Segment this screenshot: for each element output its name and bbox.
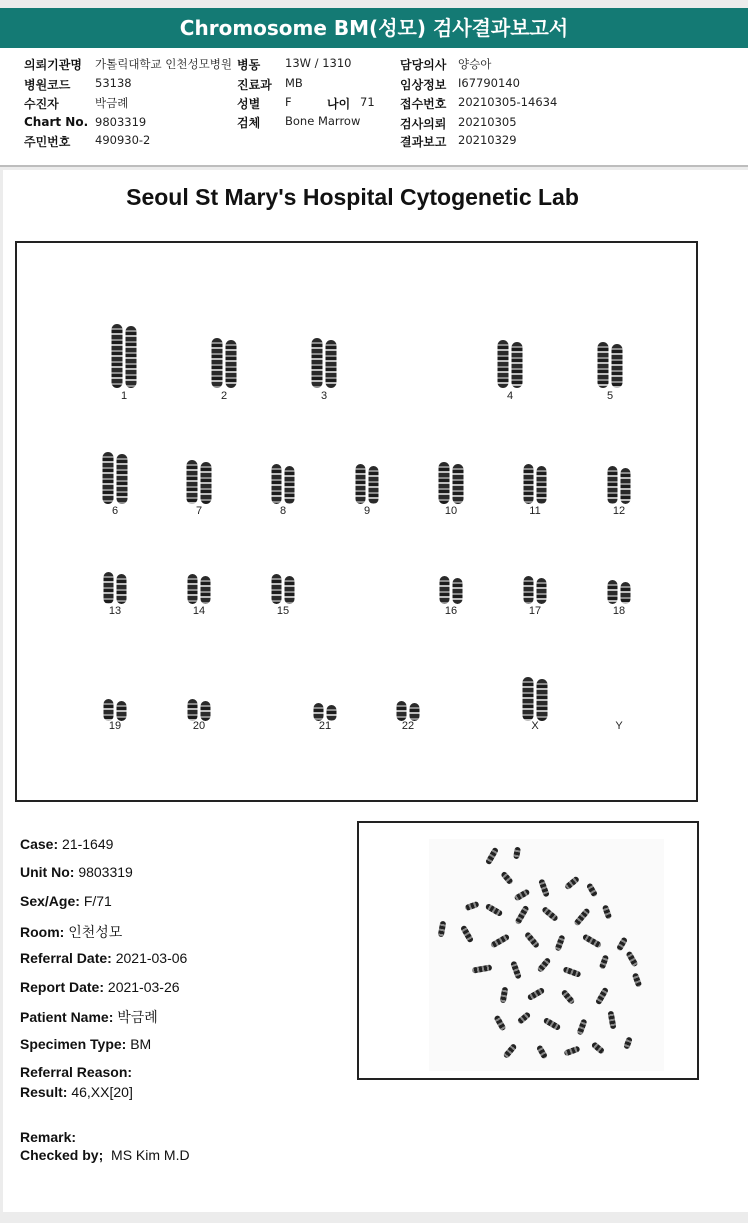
top-strip xyxy=(0,0,748,8)
chromatid xyxy=(524,576,534,604)
metaphase-chromosome xyxy=(460,925,474,944)
metaphase-chromosome xyxy=(510,961,522,980)
info-label-age: 나이 xyxy=(327,97,351,111)
chromatid xyxy=(314,703,324,721)
field-patient-name: Patient Name: 박금례 xyxy=(20,1009,158,1025)
info-value-receipt-no: 20210305-14634 xyxy=(458,95,558,109)
metaphase-chromosome xyxy=(632,972,642,987)
field-unit-no-value: 9803319 xyxy=(78,864,133,880)
info-value-ward: 13W / 1310 xyxy=(285,56,352,70)
info-label-chart-no: Chart No. xyxy=(24,115,89,129)
karyogram-panel xyxy=(15,241,698,802)
chromatid xyxy=(608,580,618,604)
chromosome-label: 21 xyxy=(318,720,332,732)
field-specimen-type: Specimen Type: BM xyxy=(20,1036,152,1052)
chromosome-pair xyxy=(440,576,463,604)
chromosome-pair xyxy=(104,699,127,721)
checked-by-value: MS Kim M.D xyxy=(111,1147,190,1163)
field-referral-reason: Referral Reason: xyxy=(20,1064,133,1080)
info-value-report-date: 20210329 xyxy=(458,133,517,147)
metaphase-chromosome xyxy=(564,876,580,891)
chromosome-pair xyxy=(524,576,547,604)
chromosome-pair xyxy=(272,464,295,504)
chromosome-pair xyxy=(188,699,211,721)
chromosome-label: Y xyxy=(615,720,623,732)
report-title: Chromosome BM(성모) 검사결과보고서 xyxy=(0,8,748,48)
chromatid xyxy=(103,452,114,504)
chromosome-pair xyxy=(272,574,295,604)
chromosome-label: 12 xyxy=(612,505,626,517)
chromosome-label: 7 xyxy=(195,505,203,517)
info-value-age: 71 xyxy=(360,95,375,109)
chromatid xyxy=(326,340,337,388)
chromatid xyxy=(612,344,623,388)
checked-by: Checked by; MS Kim M.D xyxy=(20,1147,190,1163)
metaphase-chromosome xyxy=(573,907,590,926)
metaphase-chromosome xyxy=(591,1041,606,1055)
info-value-doctor: 양승아 xyxy=(458,57,492,71)
metaphase-chromosome xyxy=(490,933,510,948)
info-label-ward: 병동 xyxy=(237,58,261,72)
chromosome-label: 2 xyxy=(220,390,228,402)
chromosome-pair xyxy=(112,324,137,388)
field-specimen-type-value: BM xyxy=(130,1036,152,1052)
chromosome-pair xyxy=(598,342,623,388)
info-label-receipt-no: 접수번호 xyxy=(400,97,447,111)
field-case: Case: 21-1649 xyxy=(20,836,114,852)
chromatid xyxy=(498,340,509,388)
metaphase-chromosome xyxy=(586,882,598,897)
chromosome-label: 3 xyxy=(320,390,328,402)
chromosome-pair xyxy=(188,574,211,604)
chromatid xyxy=(440,576,450,604)
metaphase-chromosome xyxy=(595,987,609,1006)
chromatid xyxy=(212,338,223,388)
metaphase-chromosome xyxy=(517,1011,532,1025)
chromatid xyxy=(397,701,407,721)
chromosome-pair xyxy=(312,338,337,388)
chromatid xyxy=(537,578,547,604)
chromatid xyxy=(524,464,534,504)
info-value-institution: 가톨릭대학교 인천성모병원 xyxy=(95,57,232,71)
metaphase-chromosome xyxy=(513,847,521,860)
chromatid xyxy=(187,460,198,504)
chromosome-pair xyxy=(314,703,337,721)
info-value-chart-no: 9803319 xyxy=(95,115,147,129)
chromatid xyxy=(608,466,618,504)
metaphase-chromosome xyxy=(543,1017,562,1031)
chromosome-label: 14 xyxy=(192,605,206,617)
chromatid xyxy=(188,699,198,721)
field-room: Room: 인천성모 xyxy=(20,924,123,940)
field-case-value: 21-1649 xyxy=(62,836,114,852)
chromosome-label: 8 xyxy=(279,505,287,517)
chromatid xyxy=(523,677,534,721)
info-value-clinical-info: I67790140 xyxy=(458,76,520,90)
chromosome-label: 1 xyxy=(120,390,128,402)
metaphase-chromosome xyxy=(563,1045,580,1056)
chromosome-pair xyxy=(103,452,128,504)
metaphase-chromosome xyxy=(485,847,499,866)
chromatid xyxy=(126,326,137,388)
chromatid xyxy=(410,703,420,721)
chromosome-pair xyxy=(212,338,237,388)
chromatid xyxy=(439,462,450,504)
info-label-report-date: 결과보고 xyxy=(400,135,447,149)
chromosome-label: 17 xyxy=(528,605,542,617)
chromosome-pair xyxy=(498,340,523,388)
chromatid xyxy=(226,340,237,388)
metaphase-chromosome xyxy=(464,901,479,911)
info-label-sex: 성별 xyxy=(237,97,261,111)
metaphase-chromosome xyxy=(541,906,559,922)
chromosome-label: 10 xyxy=(444,505,458,517)
metaphase-chromosome xyxy=(500,987,509,1004)
field-result: Result: 46,XX[20] xyxy=(20,1084,133,1100)
chromatid xyxy=(201,576,211,604)
chromatid xyxy=(453,578,463,604)
info-value-sex: F xyxy=(285,95,292,109)
lab-title: Seoul St Mary's Hospital Cytogenetic Lab xyxy=(126,184,579,210)
info-value-department: MB xyxy=(285,76,303,90)
patient-info-panel xyxy=(0,48,748,166)
chromosome-label: 18 xyxy=(612,605,626,617)
metaphase-chromosome xyxy=(536,1044,548,1059)
info-label-patient: 수진자 xyxy=(24,97,59,111)
metaphase-image xyxy=(357,821,699,1080)
metaphase-chromosome xyxy=(616,936,628,951)
chromatid xyxy=(537,466,547,504)
chromosome-pair xyxy=(397,701,420,721)
metaphase-chromosome xyxy=(623,1036,633,1049)
field-result-value: 46,XX[20] xyxy=(71,1084,133,1100)
chromosome-label: 4 xyxy=(506,390,514,402)
chromatid xyxy=(117,454,128,504)
chromosome-pair xyxy=(356,464,379,504)
chromatid xyxy=(272,574,282,604)
info-label-specimen: 검체 xyxy=(237,116,261,130)
metaphase-chromosome xyxy=(602,904,612,919)
chromosome-label: X xyxy=(531,720,539,732)
metaphase-chromosome xyxy=(607,1011,616,1030)
chromatid xyxy=(117,701,127,721)
chromosome-pair xyxy=(104,572,127,604)
field-unit-no: Unit No: 9803319 xyxy=(20,864,133,880)
info-label-clinical-info: 임상정보 xyxy=(400,78,447,92)
metaphase-chromosome xyxy=(500,871,514,886)
metaphase-chromosome xyxy=(538,879,550,898)
metaphase-chromosome xyxy=(576,1018,587,1035)
chromatid xyxy=(104,699,114,721)
metaphase-chromosome xyxy=(503,1043,518,1059)
metaphase-chromosome xyxy=(625,951,638,968)
remark: Remark: xyxy=(20,1129,77,1145)
chromosome-label: 15 xyxy=(276,605,290,617)
metaphase-chromosome xyxy=(527,987,546,1001)
metaphase-chromosome xyxy=(472,964,493,973)
chromosome-pair xyxy=(523,677,548,721)
chromosome-pair xyxy=(439,462,464,504)
metaphase-chromosome xyxy=(514,905,529,925)
chromatid xyxy=(356,464,366,504)
metaphase-chromosome xyxy=(582,933,602,948)
chromatid xyxy=(104,572,114,604)
chromosome-label: 6 xyxy=(111,505,119,517)
info-value-patient: 박금례 xyxy=(95,96,129,110)
chromosome-pair xyxy=(608,466,631,504)
chromosome-label: 11 xyxy=(529,505,541,517)
chromatid xyxy=(537,679,548,721)
chromosome-pair xyxy=(608,580,631,604)
chromatid xyxy=(512,342,523,388)
field-referral-date: Referral Date: 2021-03-06 xyxy=(20,950,188,966)
chromatid xyxy=(188,574,198,604)
metaphase-chromosome xyxy=(485,903,504,917)
chromosome-pair xyxy=(524,464,547,504)
chromatid xyxy=(112,324,123,388)
chromatid xyxy=(369,466,379,504)
field-report-date: Report Date: 2021-03-26 xyxy=(20,979,180,995)
info-value-request-date: 20210305 xyxy=(458,115,517,129)
chromatid xyxy=(285,576,295,604)
field-report-date-value: 2021-03-26 xyxy=(107,979,180,995)
info-label-department: 진료과 xyxy=(237,78,272,92)
chromosome-label: 22 xyxy=(401,720,415,732)
metaphase-chromosome xyxy=(493,1015,506,1032)
chromatid xyxy=(621,582,631,604)
metaphase-chromosome xyxy=(561,989,576,1005)
field-sex-age: Sex/Age: F/71 xyxy=(20,893,112,909)
metaphase-chromosome xyxy=(537,957,552,973)
field-referral-date-value: 2021-03-06 xyxy=(115,950,188,966)
metaphase-spread xyxy=(429,839,664,1071)
info-label-doctor: 담당의사 xyxy=(400,58,447,72)
info-label-hospital-code: 병원코드 xyxy=(24,78,71,92)
info-label-request-date: 검사의뢰 xyxy=(400,117,447,131)
info-label-institution: 의뢰기관명 xyxy=(24,58,82,72)
field-sex-age-value: F/71 xyxy=(83,893,112,909)
metaphase-chromosome xyxy=(438,921,447,938)
chromatid xyxy=(285,466,295,504)
chromosome-pair xyxy=(187,460,212,504)
chromatid xyxy=(201,701,211,721)
chromosome-label: 16 xyxy=(444,605,458,617)
field-patient-name-value: 박금례 xyxy=(117,1009,158,1025)
chromatid xyxy=(117,574,127,604)
chromatid xyxy=(327,705,337,721)
chromatid xyxy=(201,462,212,504)
chromosome-label: 20 xyxy=(192,720,206,732)
field-room-value: 인천성모 xyxy=(68,924,123,940)
metaphase-chromosome xyxy=(514,888,531,901)
chromatid xyxy=(453,464,464,504)
chromatid xyxy=(272,464,282,504)
chromosome-label: 13 xyxy=(108,605,122,617)
metaphase-chromosome xyxy=(599,954,609,969)
chromosome-label: 19 xyxy=(108,720,122,732)
chromatid xyxy=(621,468,631,504)
chromosome-label: 9 xyxy=(363,505,371,517)
chromatid xyxy=(312,338,323,388)
metaphase-chromosome xyxy=(563,966,582,978)
info-value-resident-no: 490930-2 xyxy=(95,133,151,147)
chromosome-label: 5 xyxy=(606,390,614,402)
info-value-specimen: Bone Marrow xyxy=(285,114,361,128)
info-label-resident-no: 주민번호 xyxy=(24,135,71,149)
metaphase-chromosome xyxy=(524,931,540,949)
chromatid xyxy=(598,342,609,388)
metaphase-chromosome xyxy=(554,934,565,951)
info-value-hospital-code: 53138 xyxy=(95,76,132,90)
